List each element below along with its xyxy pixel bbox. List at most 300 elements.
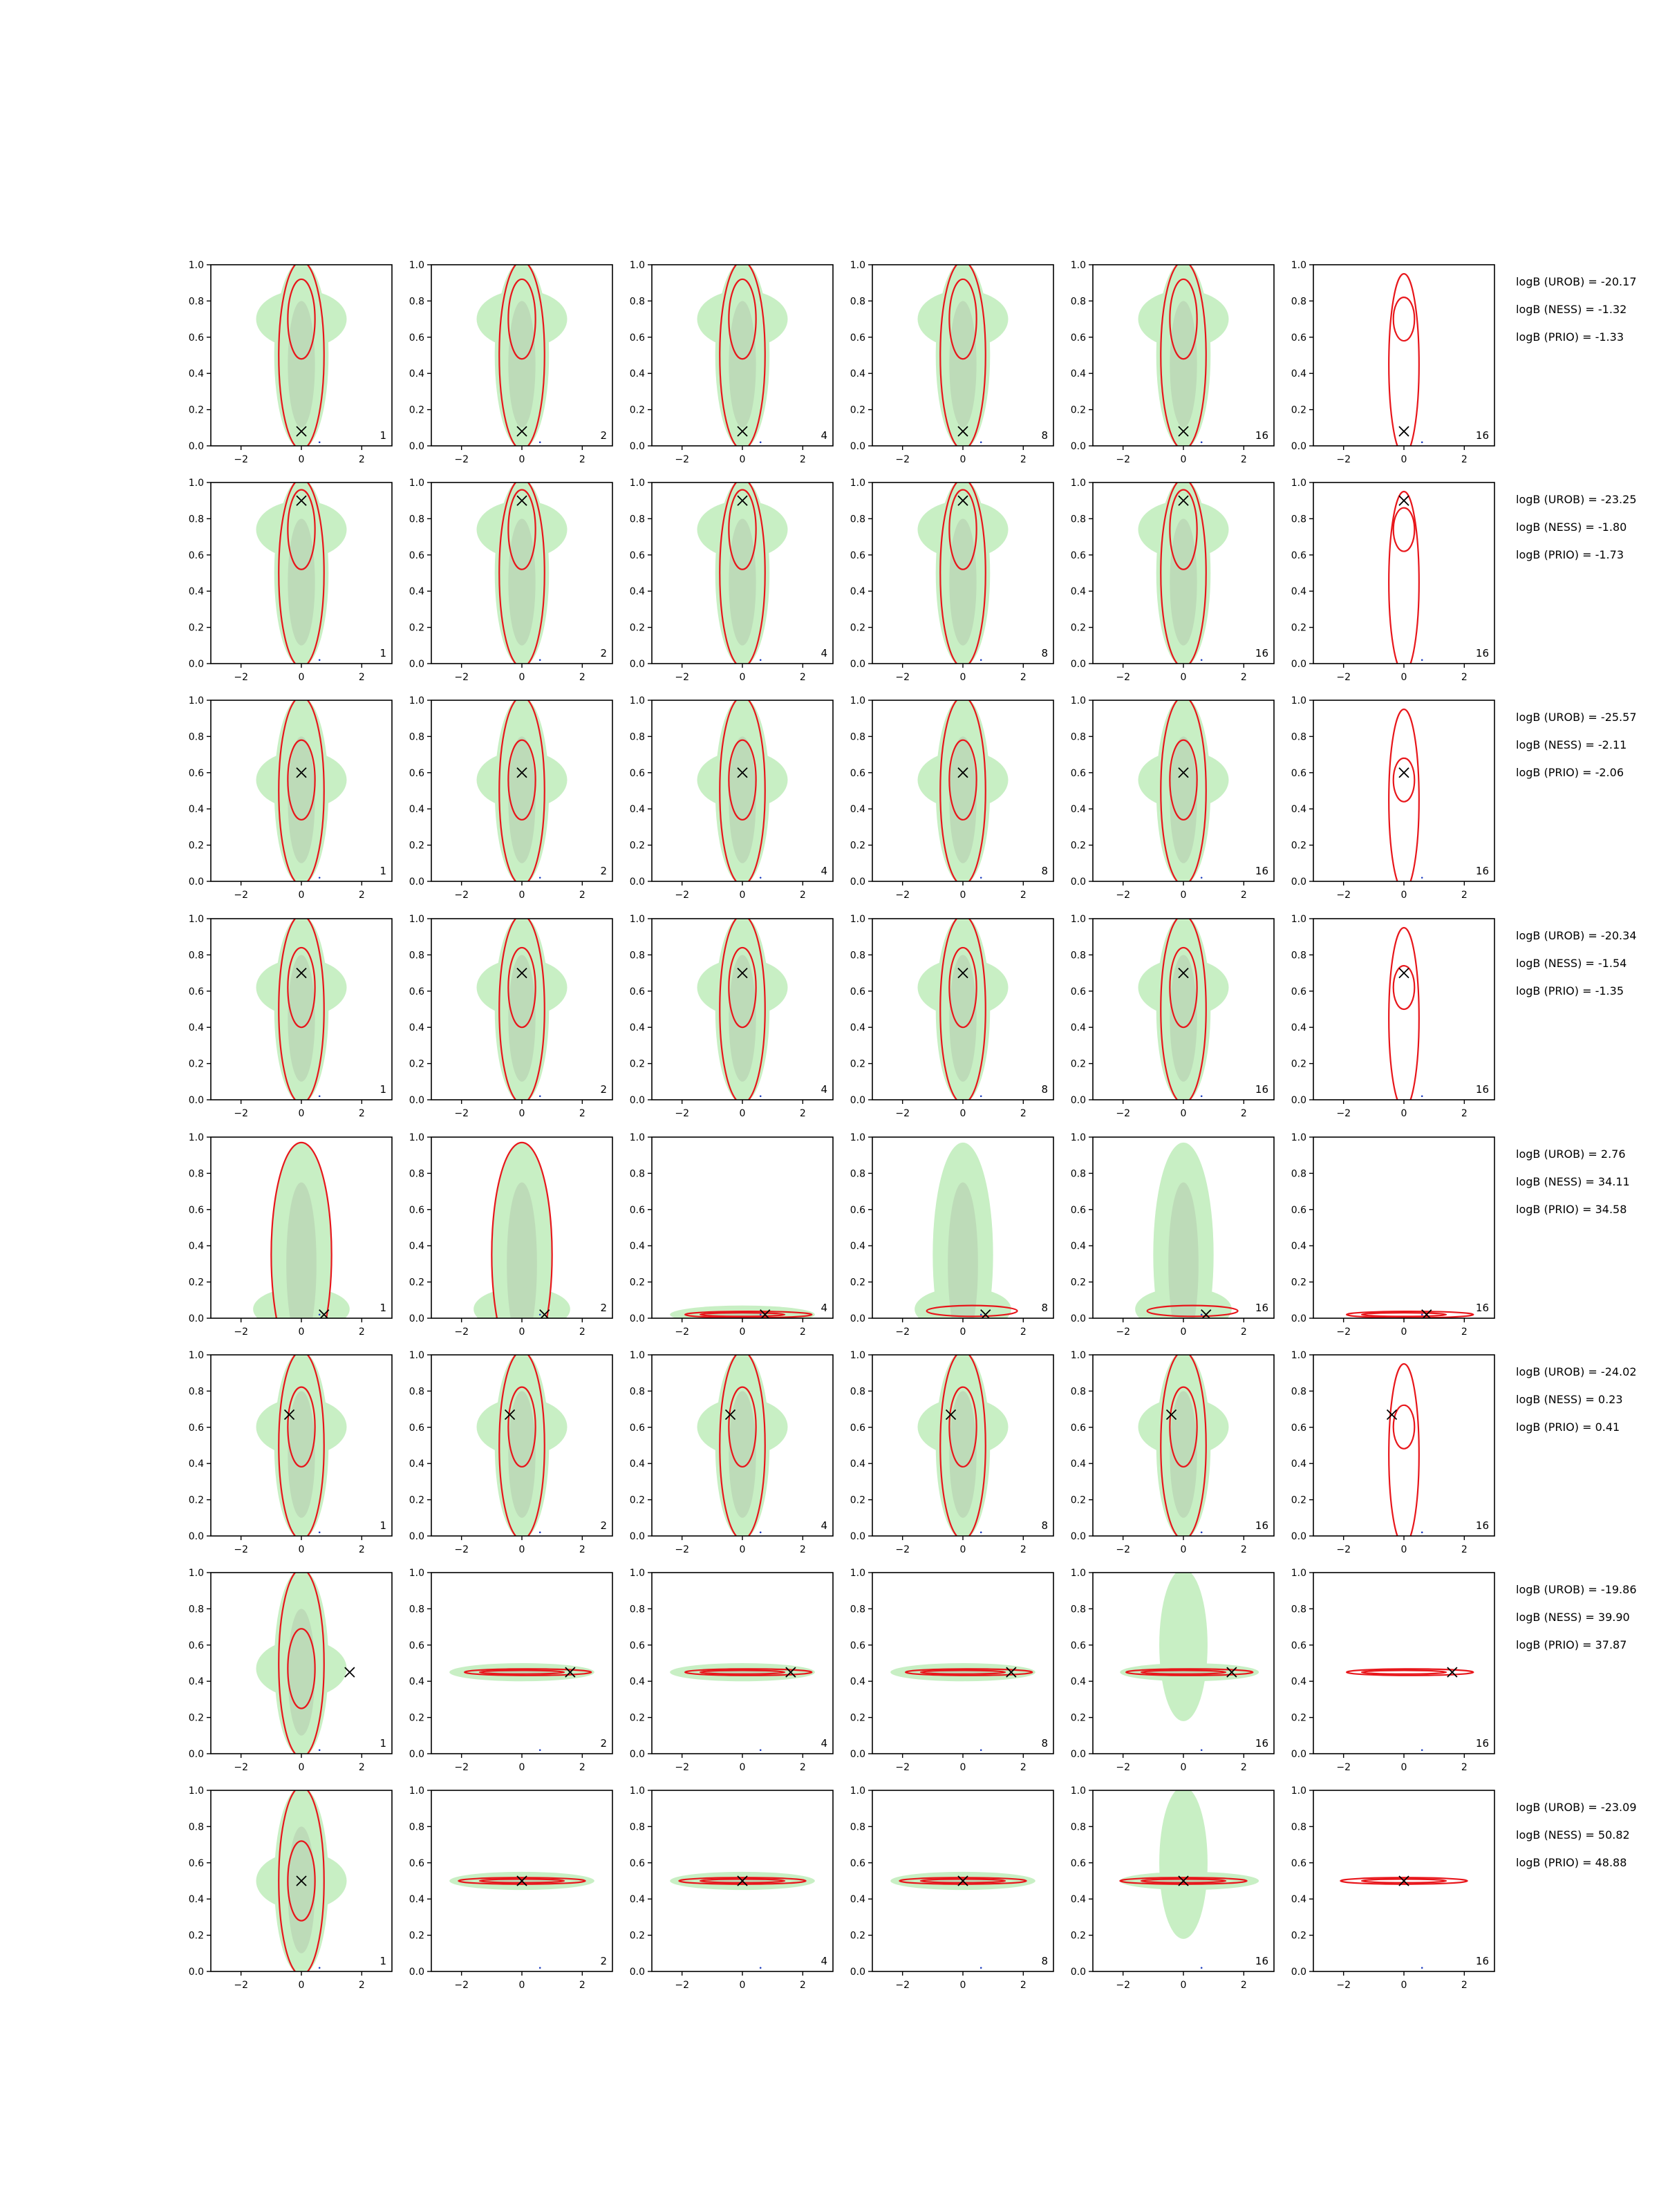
panel-r8-c5 <box>1071 1785 1274 1991</box>
panel-frame <box>1313 1137 1494 1318</box>
reference-dot <box>319 441 321 443</box>
density-region-inner <box>288 736 315 863</box>
y-tick-label: 1.0 <box>629 695 645 706</box>
y-tick-label: 0.4 <box>1070 1894 1086 1906</box>
x-tick-label: −2 <box>1116 1327 1130 1338</box>
y-tick-label: 1.0 <box>1291 914 1306 925</box>
reference-dot <box>539 877 541 879</box>
panel-r3-c5 <box>1071 695 1274 901</box>
x-tick-label: −2 <box>454 672 469 683</box>
panel-plot-area <box>1340 1876 1467 1969</box>
reference-dot <box>1421 1531 1423 1533</box>
y-tick-label: 1.0 <box>1291 1350 1306 1361</box>
y-tick-label: 0.2 <box>409 622 424 634</box>
panel-plot-area <box>1138 1351 1229 1539</box>
panel-corner-label: 16 <box>1475 1955 1489 1967</box>
bayes-factor-label: logB (UROB) = -19.86 <box>1516 1583 1637 1596</box>
y-tick-label: 0.4 <box>629 1676 645 1688</box>
x-tick-label: 2 <box>799 1327 806 1338</box>
y-tick-label: 0.8 <box>629 1168 645 1180</box>
y-tick-label: 0.6 <box>188 332 204 344</box>
y-tick-label: 0.6 <box>1291 1422 1306 1434</box>
density-region-inner <box>949 518 976 645</box>
y-tick-label: 0.2 <box>188 404 204 416</box>
panel-r4-c5 <box>1071 914 1274 1119</box>
y-tick-label: 0.4 <box>1070 586 1086 598</box>
y-tick-label: 0.2 <box>629 1930 645 1942</box>
panel-corner-label: 4 <box>821 647 827 659</box>
panel-plot-area <box>256 479 347 667</box>
y-tick-label: 0.0 <box>1291 1095 1306 1106</box>
x-tick-label: −2 <box>1336 890 1351 901</box>
density-region-inner <box>288 518 315 645</box>
reference-dot <box>980 1967 982 1969</box>
x-tick-label: −2 <box>234 1980 248 1991</box>
y-tick-label: 1.0 <box>629 914 645 925</box>
y-tick-label: 0.2 <box>629 622 645 634</box>
x-tick-label: 2 <box>1020 1327 1027 1338</box>
y-tick-label: 0.6 <box>850 332 865 344</box>
panel-corner-label: 2 <box>600 1737 607 1750</box>
bayes-factor-group <box>1516 929 1637 997</box>
reference-dot <box>980 1749 982 1751</box>
panel-corner-label: 1 <box>379 1302 386 1314</box>
panel-r4-c6 <box>1291 914 1494 1119</box>
reference-dot <box>760 441 762 443</box>
y-tick-label: 0.0 <box>629 1749 645 1760</box>
y-tick-label: 0.2 <box>850 840 865 852</box>
x-tick-label: 2 <box>1020 672 1027 683</box>
y-tick-label: 0.0 <box>850 1531 865 1542</box>
reference-dot <box>319 877 321 879</box>
y-tick-label: 0.2 <box>1070 1712 1086 1724</box>
x-tick-label: −2 <box>895 1327 910 1338</box>
x-tick-label: 2 <box>1461 1544 1468 1555</box>
panel-plot-area <box>449 1872 594 1969</box>
panel-plot-area <box>918 697 1009 885</box>
y-tick-label: 0.6 <box>850 767 865 779</box>
y-tick-label: 1.0 <box>850 1132 865 1143</box>
x-tick-label: 0 <box>1180 1980 1187 1991</box>
density-region-inner <box>508 301 535 427</box>
x-tick-label: −2 <box>454 1108 469 1119</box>
y-tick-label: 0.4 <box>629 586 645 598</box>
y-tick-label: 0.0 <box>629 1313 645 1324</box>
panel-corner-label: 1 <box>379 1737 386 1750</box>
y-tick-label: 0.4 <box>409 1022 424 1034</box>
y-tick-label: 1.0 <box>850 1350 865 1361</box>
y-tick-label: 0.0 <box>409 1095 424 1106</box>
x-tick-label: 0 <box>959 672 966 683</box>
x-tick-label: 2 <box>358 1327 365 1338</box>
x-tick-label: −2 <box>1336 1327 1351 1338</box>
panel-corner-label: 1 <box>379 865 386 877</box>
y-tick-label: 0.6 <box>850 550 865 561</box>
y-tick-label: 0.0 <box>1070 877 1086 888</box>
x-tick-label: −2 <box>454 1327 469 1338</box>
y-tick-label: 1.0 <box>188 1350 204 1361</box>
x-tick-label: 0 <box>959 1544 966 1555</box>
y-tick-label: 0.4 <box>409 586 424 598</box>
reference-dot <box>980 1531 982 1533</box>
x-tick-label: −2 <box>895 1980 910 1991</box>
reference-dot <box>760 1967 762 1969</box>
y-tick-label: 0.0 <box>850 1095 865 1106</box>
contour-line <box>1389 274 1419 455</box>
x-tick-label: 0 <box>1180 890 1187 901</box>
y-tick-label: 0.8 <box>188 1168 204 1180</box>
y-tick-label: 0.0 <box>629 877 645 888</box>
panel-plot-area <box>256 1787 347 1975</box>
panel-plot-area <box>477 1351 568 1539</box>
x-tick-label: 0 <box>1400 1327 1407 1338</box>
panel-plot-area <box>477 261 568 449</box>
panel-plot-area <box>890 1663 1035 1751</box>
y-tick-label: 0.6 <box>409 1857 424 1869</box>
y-tick-label: 0.8 <box>629 514 645 525</box>
y-tick-label: 0.2 <box>629 840 645 852</box>
y-tick-label: 1.0 <box>1070 260 1086 271</box>
x-tick-label: 2 <box>799 672 806 683</box>
panel-r7-c2 <box>409 1568 612 1773</box>
y-tick-label: 0.8 <box>850 296 865 308</box>
x-tick-label: 0 <box>1400 1544 1407 1555</box>
contour-line <box>1394 1405 1415 1449</box>
y-tick-label: 0.0 <box>629 1967 645 1978</box>
y-tick-label: 1.0 <box>629 1350 645 1361</box>
panel-plot-area <box>449 1663 594 1751</box>
panel-plot-area <box>256 1351 347 1539</box>
reference-dot <box>319 1531 321 1533</box>
panel-plot-area <box>697 697 788 885</box>
y-tick-label: 1.0 <box>188 260 204 271</box>
x-tick-label: 0 <box>1180 672 1187 683</box>
contour-line <box>1389 709 1419 890</box>
y-tick-label: 1.0 <box>1291 1132 1306 1143</box>
reference-dot <box>980 441 982 443</box>
y-tick-label: 0.2 <box>850 404 865 416</box>
true-value-marker <box>1447 1667 1457 1677</box>
bayes-factor-label: logB (UROB) = -23.25 <box>1516 493 1637 506</box>
panel-r6-c4 <box>850 1350 1053 1555</box>
y-tick-label: 0.6 <box>1070 767 1086 779</box>
x-tick-label: 2 <box>1461 1327 1468 1338</box>
y-tick-label: 0.8 <box>1291 296 1306 308</box>
y-tick-label: 0.0 <box>1291 877 1306 888</box>
panel-r1-c3 <box>630 260 833 465</box>
y-tick-label: 0.8 <box>409 1386 424 1398</box>
y-tick-label: 1.0 <box>850 695 865 706</box>
y-tick-label: 0.6 <box>850 1204 865 1216</box>
panel-corner-label: 8 <box>1041 1737 1048 1750</box>
x-tick-label: −2 <box>454 1980 469 1991</box>
panel-r4-c4 <box>850 914 1053 1119</box>
panel-corner-label: 16 <box>1255 429 1268 442</box>
x-tick-label: −2 <box>1116 1108 1130 1119</box>
y-tick-label: 0.2 <box>188 1494 204 1506</box>
y-tick-label: 0.0 <box>1291 1967 1306 1978</box>
x-tick-label: 2 <box>1240 1327 1247 1338</box>
contour-line <box>1389 491 1419 673</box>
y-tick-label: 1.0 <box>188 1132 204 1143</box>
y-tick-label: 0.8 <box>409 296 424 308</box>
x-tick-label: 0 <box>739 672 746 683</box>
panel-corner-label: 8 <box>1041 1083 1048 1096</box>
x-tick-label: 0 <box>1400 1108 1407 1119</box>
panel-corner-label: 2 <box>600 1083 607 1096</box>
y-tick-label: 0.4 <box>850 1022 865 1034</box>
x-tick-label: 2 <box>1240 454 1247 465</box>
y-tick-label: 0.0 <box>850 1313 865 1324</box>
x-tick-label: 0 <box>1180 1762 1187 1773</box>
y-tick-label: 0.4 <box>629 804 645 816</box>
x-tick-label: −2 <box>1116 890 1130 901</box>
bayes-factor-label: logB (PRIO) = 48.88 <box>1516 1856 1627 1869</box>
y-tick-label: 0.0 <box>1070 1095 1086 1106</box>
y-tick-label: 0.0 <box>409 1313 424 1324</box>
y-tick-label: 0.2 <box>850 622 865 634</box>
panel-corner-label: 4 <box>821 429 827 442</box>
y-tick-label: 0.8 <box>850 1821 865 1833</box>
reference-dot <box>539 1313 541 1315</box>
x-tick-label: 0 <box>1180 1544 1187 1555</box>
x-tick-label: 0 <box>739 1327 746 1338</box>
y-tick-label: 0.8 <box>629 731 645 743</box>
x-tick-label: −2 <box>895 454 910 465</box>
y-tick-label: 0.2 <box>1070 404 1086 416</box>
density-region-outer <box>1159 1569 1208 1721</box>
reference-dot <box>1421 1967 1423 1969</box>
x-tick-label: 2 <box>1240 1108 1247 1119</box>
y-tick-label: 0.6 <box>1291 767 1306 779</box>
y-tick-label: 0.2 <box>629 1277 645 1288</box>
y-tick-label: 0.2 <box>1291 622 1306 634</box>
y-tick-label: 0.0 <box>188 441 204 452</box>
y-tick-label: 0.8 <box>409 1168 424 1180</box>
y-tick-label: 0.4 <box>629 1894 645 1906</box>
y-tick-label: 0.4 <box>629 1459 645 1470</box>
x-tick-label: 0 <box>1400 1762 1407 1773</box>
y-tick-label: 0.2 <box>409 1712 424 1724</box>
panel-plot-area <box>477 479 568 667</box>
panel-plot-area <box>1389 274 1423 455</box>
bayes-factor-label: logB (UROB) = 2.76 <box>1516 1147 1626 1161</box>
y-tick-label: 0.2 <box>188 622 204 634</box>
panel-r5-c4 <box>850 1132 1053 1367</box>
y-tick-label: 0.0 <box>409 659 424 670</box>
panel-plot-area <box>697 915 788 1103</box>
y-tick-label: 1.0 <box>1070 1568 1086 1579</box>
y-tick-label: 0.8 <box>629 1386 645 1398</box>
y-tick-label: 0.2 <box>1070 1058 1086 1070</box>
panel-r3-c6 <box>1291 695 1494 901</box>
reference-dot <box>1201 1313 1203 1315</box>
y-tick-label: 0.6 <box>629 550 645 561</box>
y-tick-label: 1.0 <box>1291 695 1306 706</box>
panel-corner-label: 2 <box>600 429 607 442</box>
bayes-factor-label: logB (UROB) = -25.57 <box>1516 711 1637 724</box>
panel-r4-c1 <box>189 914 392 1119</box>
x-tick-label: 2 <box>358 1544 365 1555</box>
y-tick-label: 0.0 <box>409 1749 424 1760</box>
x-tick-label: 0 <box>298 672 305 683</box>
bayes-factor-label: logB (UROB) = -20.17 <box>1516 275 1637 288</box>
y-tick-label: 0.4 <box>629 1022 645 1034</box>
y-tick-label: 0.2 <box>629 1712 645 1724</box>
x-tick-label: 0 <box>298 454 305 465</box>
bayes-factor-group <box>1516 1147 1630 1216</box>
true-value-marker <box>1399 496 1409 505</box>
y-tick-label: 0.2 <box>1291 1712 1306 1724</box>
y-tick-label: 0.4 <box>1291 586 1306 598</box>
x-tick-label: 2 <box>1240 890 1247 901</box>
panel-corner-label: 4 <box>821 1083 827 1096</box>
y-tick-label: 0.6 <box>629 767 645 779</box>
panel-corner-label: 16 <box>1255 1955 1268 1967</box>
y-tick-label: 0.6 <box>188 550 204 561</box>
panel-frame <box>652 1137 833 1318</box>
y-tick-label: 1.0 <box>629 1785 645 1797</box>
density-region-inner <box>288 955 315 1081</box>
y-tick-label: 0.6 <box>188 1640 204 1651</box>
panel-r7-c6 <box>1291 1568 1494 1773</box>
panel-corner-label: 16 <box>1255 647 1268 659</box>
y-tick-label: 1.0 <box>1070 1785 1086 1797</box>
x-tick-label: 0 <box>518 1327 525 1338</box>
reference-dot <box>980 1095 982 1097</box>
bayes-factor-label: logB (PRIO) = 34.58 <box>1516 1203 1627 1216</box>
y-tick-label: 0.8 <box>1291 731 1306 743</box>
reference-dot <box>1421 1749 1423 1751</box>
y-tick-label: 1.0 <box>850 1785 865 1797</box>
reference-dot <box>319 1313 321 1315</box>
reference-dot <box>319 1749 321 1751</box>
panel-corner-label: 8 <box>1041 1955 1048 1967</box>
x-tick-label: 0 <box>518 890 525 901</box>
x-tick-label: −2 <box>234 672 248 683</box>
y-tick-label: 1.0 <box>188 695 204 706</box>
y-tick-label: 0.0 <box>188 1749 204 1760</box>
reference-dot <box>760 877 762 879</box>
y-tick-label: 0.6 <box>629 332 645 344</box>
panel-r1-c1 <box>189 260 392 465</box>
y-tick-label: 0.6 <box>1070 986 1086 997</box>
panel-plot-area <box>1120 1787 1259 1969</box>
bayes-factor-label: logB (PRIO) = -2.06 <box>1516 766 1624 779</box>
panel-corner-label: 4 <box>821 1519 827 1532</box>
panel-r4-c2 <box>409 914 612 1119</box>
x-tick-label: 2 <box>799 1980 806 1991</box>
y-tick-label: 0.8 <box>850 950 865 962</box>
contour-line <box>1394 758 1415 802</box>
density-region-inner <box>508 955 535 1081</box>
y-tick-label: 0.8 <box>1070 950 1086 962</box>
y-tick-label: 0.0 <box>1291 441 1306 452</box>
y-tick-label: 0.8 <box>629 296 645 308</box>
panel-r6-c2 <box>409 1350 612 1555</box>
bayes-factor-label: logB (UROB) = -20.34 <box>1516 929 1637 942</box>
density-region-inner <box>729 736 756 863</box>
x-tick-label: 0 <box>298 1544 305 1555</box>
x-tick-label: 2 <box>579 890 585 901</box>
y-tick-label: 0.0 <box>850 441 865 452</box>
y-tick-label: 1.0 <box>1291 1785 1306 1797</box>
x-tick-label: 2 <box>1020 1980 1027 1991</box>
y-tick-label: 1.0 <box>1070 1350 1086 1361</box>
x-tick-label: 0 <box>959 890 966 901</box>
panel-corner-label: 8 <box>1041 647 1048 659</box>
y-tick-label: 0.4 <box>409 368 424 380</box>
y-tick-label: 0.6 <box>188 986 204 997</box>
y-tick-label: 0.8 <box>629 1821 645 1833</box>
panel-plot-area <box>918 915 1009 1103</box>
panel-frame <box>1313 482 1494 664</box>
y-tick-label: 0.4 <box>850 586 865 598</box>
y-tick-label: 0.6 <box>1291 550 1306 561</box>
panel-plot-area <box>1120 1569 1259 1751</box>
y-tick-label: 0.8 <box>1070 1386 1086 1398</box>
true-value-marker <box>1399 968 1409 978</box>
x-tick-label: 2 <box>579 672 585 683</box>
y-tick-label: 0.2 <box>1070 1494 1086 1506</box>
y-tick-label: 1.0 <box>850 914 865 925</box>
panel-corner-label: 16 <box>1255 865 1268 877</box>
reference-dot <box>760 1313 762 1315</box>
y-tick-label: 0.2 <box>1291 1494 1306 1506</box>
panel-r7-c1 <box>189 1568 392 1773</box>
y-tick-label: 0.6 <box>629 1640 645 1651</box>
x-tick-label: −2 <box>1116 1980 1130 1991</box>
panel-corner-label: 16 <box>1255 1519 1268 1532</box>
panel-frame <box>1313 700 1494 881</box>
panel-frame <box>872 1573 1053 1754</box>
panel-corner-label: 16 <box>1255 1083 1268 1096</box>
bayes-factor-group <box>1516 493 1637 561</box>
y-tick-label: 0.8 <box>629 950 645 962</box>
y-tick-label: 0.0 <box>850 1749 865 1760</box>
panel-corner-label: 2 <box>600 647 607 659</box>
y-tick-label: 0.8 <box>1291 1604 1306 1615</box>
x-tick-label: −2 <box>1336 672 1351 683</box>
x-tick-label: −2 <box>675 1544 689 1555</box>
y-tick-label: 0.2 <box>850 1494 865 1506</box>
y-tick-label: 0.8 <box>1070 514 1086 525</box>
panel-corner-label: 1 <box>379 429 386 442</box>
x-tick-label: −2 <box>234 1108 248 1119</box>
x-tick-label: 0 <box>518 672 525 683</box>
density-region-inner <box>1170 518 1197 645</box>
x-tick-label: 2 <box>579 1108 585 1119</box>
x-tick-label: −2 <box>895 1762 910 1773</box>
contour-line <box>1389 928 1419 1109</box>
panel-corner-label: 16 <box>1475 429 1489 442</box>
contour-line <box>1394 508 1415 552</box>
x-tick-label: 0 <box>1400 672 1407 683</box>
panel-r8-c4 <box>850 1785 1053 1991</box>
x-tick-label: 0 <box>298 1762 305 1773</box>
y-tick-label: 0.6 <box>188 1422 204 1434</box>
x-tick-label: 2 <box>1020 1762 1027 1773</box>
y-tick-label: 0.4 <box>1291 1241 1306 1253</box>
x-tick-label: 2 <box>579 1762 585 1773</box>
panel-corner-label: 2 <box>600 865 607 877</box>
panel-corner-label: 16 <box>1475 647 1489 659</box>
reference-dot <box>980 659 982 661</box>
y-tick-label: 0.4 <box>850 1459 865 1470</box>
y-tick-label: 0.0 <box>1070 1313 1086 1324</box>
x-tick-label: 0 <box>959 1762 966 1773</box>
panel-r6-c3 <box>630 1350 833 1555</box>
